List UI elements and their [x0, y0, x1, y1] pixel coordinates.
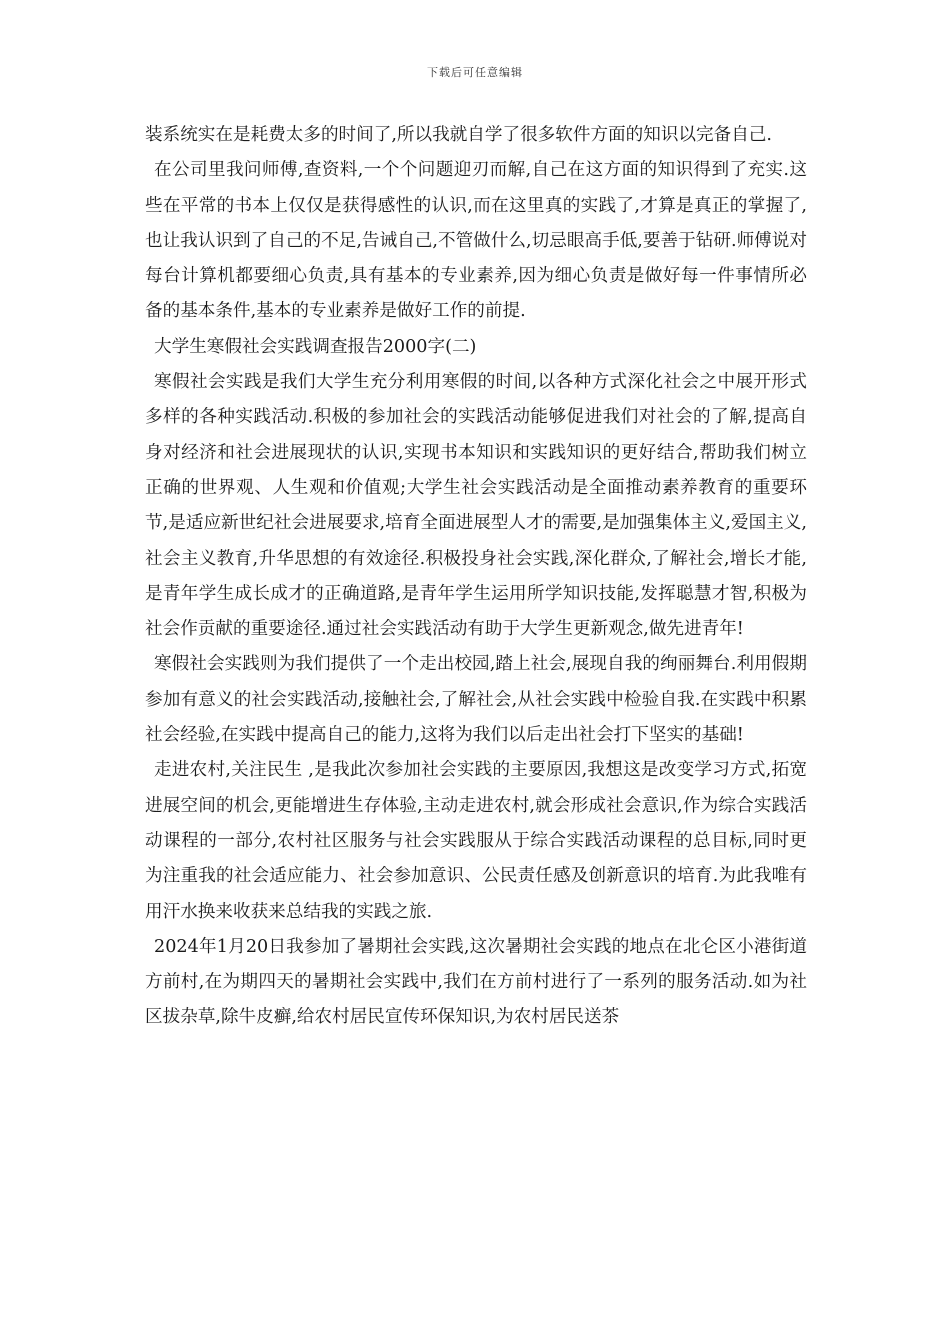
paragraph-company-learning: 在公司里我问师傅,查资料,一个个问题迎刃而解,自己在这方面的知识得到了充实.这些在平常的书本上仅仅是获得感性的认识,而在这里真的实践了,才算是真正的掌握了,也让我认识到了自己的不足,告诫自己,不管做什么,切忌眼高手低,要善于钻研.师傅说对每台计算机都要细心负责,具有基本的专业素养,因为细心负责是做好每一件事情所必备的基本条件,基本的专业素养是做好工作的前提. [145, 160, 807, 322]
paragraph-practice-record: 2024年1月20日我参加了暑期社会实践,这次暑期社会实践的地点在北仑区小港街道方前村,在为期四天的暑期社会实践中,我们在方前村进行了一系列的服务活动.如为社区拔杂草,除牛皮癣,给农村居民宣传环保知识,为农村居民送茶 [145, 936, 807, 1028]
section-title: 大学生寒假社会实践调查报告2000字(二) [154, 336, 477, 357]
paragraph-practice-stage: 寒假社会实践则为我们提供了一个走出校园,踏上社会,展现自我的绚丽舞台.利用假期参加有意义的社会实践活动,接触社会,了解社会,从社会实践中检验自我.在实践中积累社会经验,在实践中提高自己的能力,这将为我们以后走出社会打下坚实的基础! [145, 654, 807, 746]
paragraph-continuation: 装系统实在是耗费太多的时间了,所以我就自学了很多软件方面的知识以完备自己. [145, 125, 772, 145]
page-header: 下载后可任意编辑 [427, 66, 523, 79]
document-body [145, 118, 807, 1036]
paragraph-rural-reason: 走进农村,关注民生 ,是我此次参加社会实践的主要原因,我想这是改变学习方式,拓宽进展空间的机会,更能增进生存体验,主动走进农村,就会形成社会意识,作为综合实践活动课程的一部分,农村社区服务与社会实践服从于综合实践活动课程的总目标,同时更为注重我的社会适应能力、社会参加意识、公民责任感及创新意识的培育.为此我唯有用汗水换来收获来总结我的实践之旅. [145, 760, 807, 922]
paragraph-practice-intro: 寒假社会实践是我们大学生充分利用寒假的时间,以各种方式深化社会之中展开形式多样的各种实践活动.积极的参加社会的实践活动能够促进我们对社会的了解,提高自身对经济和社会进展现状的认识,实现书本知识和实践知识的更好结合,帮助我们树立正确的世界观、人生观和价值观;大学生社会实践活动是全面推动素养教育的重要环节,是适应新世纪社会进展要求,培育全面进展型人才的需要,是加强集体主义,爱国主义,社会主义教育,升华思想的有效途径.积极投身社会实践,深化群众,了解社会,增长才能,是青年学生成长成才的正确道路,是青年学生运用所学知识技能,发挥聪慧才智,积极为社会作贡献的重要途径.通过社会实践活动有助于大学生更新观念,做先进青年! [145, 372, 807, 640]
